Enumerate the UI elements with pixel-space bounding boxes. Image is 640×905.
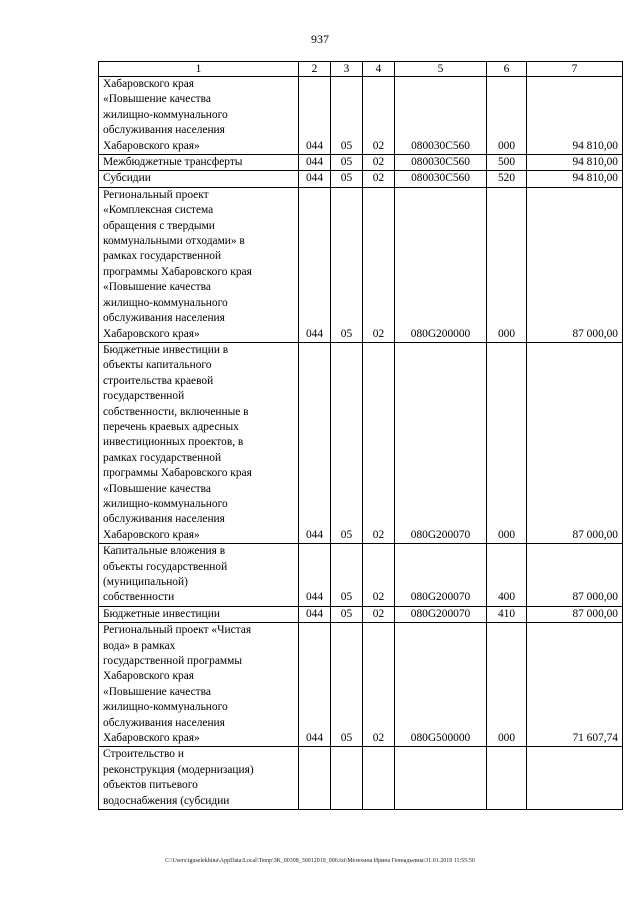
row-target-code: 080G500000 <box>395 623 487 747</box>
row-name-line: Региональный проект <box>103 188 209 201</box>
table-row <box>99 187 623 342</box>
row-name-line: программы Хабаровского края <box>103 265 252 278</box>
row-name-line: реконструкция (модернизация) <box>103 763 254 776</box>
row-name-line: собственности, включенные в <box>103 405 249 418</box>
row-expense-type-code: 000 <box>487 187 527 342</box>
row-section-code: 05 <box>331 155 363 171</box>
row-target-code: 080030С560 <box>395 77 487 155</box>
row-amount: 87 000,00 <box>527 544 623 607</box>
row-name-line: «Повышение качества <box>103 93 211 106</box>
row-name-line: объектов питьевого <box>103 779 198 792</box>
table-row <box>99 544 623 607</box>
row-name-cell <box>99 187 299 342</box>
row-amount: 94 810,00 <box>527 77 623 155</box>
row-target-code: 080G200000 <box>395 187 487 342</box>
row-expense-type-code: 410 <box>487 606 527 622</box>
header-col-2: 2 <box>299 62 331 77</box>
page-number: 937 <box>311 32 329 46</box>
row-name-line: Субсидии <box>103 172 151 185</box>
row-expense-type-code: 000 <box>487 77 527 155</box>
row-name-cell <box>99 544 299 607</box>
row-ministry-code: 044 <box>299 606 331 622</box>
row-target-code: 080030С560 <box>395 171 487 187</box>
row-amount: 87 000,00 <box>527 606 623 622</box>
row-name-line: Бюджетные инвестиции <box>103 607 220 620</box>
row-name-line: рамках государственной <box>103 451 222 464</box>
row-expense-type-code: 500 <box>487 155 527 171</box>
budget-table <box>98 61 623 810</box>
table-row <box>99 623 623 747</box>
row-subsection-code: 02 <box>363 623 395 747</box>
row-name-line: Межбюджетные трансферты <box>103 156 243 169</box>
row-expense-type-code <box>487 747 527 810</box>
row-section-code: 05 <box>331 171 363 187</box>
row-name-line: обслуживания населения <box>103 716 225 729</box>
row-target-code <box>395 747 487 810</box>
header-col-3: 3 <box>331 62 363 77</box>
row-name-line: водоснабжения (субсидии <box>103 794 230 807</box>
row-name-line: обслуживания населения <box>103 312 225 325</box>
header-col-5: 5 <box>395 62 487 77</box>
row-expense-type-code: 000 <box>487 342 527 543</box>
row-name-line: обслуживания населения <box>103 513 225 526</box>
row-name-line: «Повышение качества <box>103 685 211 698</box>
row-name-cell <box>99 623 299 747</box>
row-ministry-code: 044 <box>299 544 331 607</box>
row-amount: 87 000,00 <box>527 187 623 342</box>
row-target-code: 080030С560 <box>395 155 487 171</box>
row-subsection-code: 02 <box>363 606 395 622</box>
row-name-line: Хабаровского края <box>103 78 194 90</box>
row-name-line: объекты капитального <box>103 359 212 372</box>
row-section-code: 05 <box>331 342 363 543</box>
header-col-4: 4 <box>363 62 395 77</box>
header-col-7: 7 <box>527 62 623 77</box>
row-subsection-code: 02 <box>363 155 395 171</box>
row-ministry-code: 044 <box>299 342 331 543</box>
row-section-code <box>331 747 363 810</box>
row-target-code: 080G200070 <box>395 606 487 622</box>
row-ministry-code: 044 <box>299 187 331 342</box>
row-name-line: строительства краевой <box>103 374 214 387</box>
row-name-cell <box>99 155 299 171</box>
row-subsection-code: 02 <box>363 77 395 155</box>
row-name-line: «Повышение качества <box>103 281 211 294</box>
row-name-line: Хабаровского края» <box>103 528 200 541</box>
row-name-line: обращения с твердыми <box>103 219 215 232</box>
row-name-line: жилищно-коммунального <box>103 701 228 714</box>
row-name-line: Хабаровского края» <box>103 327 200 340</box>
row-name-cell <box>99 342 299 543</box>
row-name-line: программы Хабаровского края <box>103 467 252 480</box>
row-name-line: жилищно-коммунального <box>103 497 228 510</box>
row-subsection-code <box>363 747 395 810</box>
row-subsection-code: 02 <box>363 342 395 543</box>
row-amount: 71 607,74 <box>527 623 623 747</box>
header-col-6: 6 <box>487 62 527 77</box>
row-amount: 94 810,00 <box>527 171 623 187</box>
row-section-code: 05 <box>331 623 363 747</box>
row-name-line: Региональный проект «Чистая <box>103 624 252 637</box>
row-name-line: жилищно-коммунального <box>103 296 228 309</box>
row-section-code: 05 <box>331 606 363 622</box>
table-row <box>99 747 623 810</box>
row-name-line: коммунальными отходами» в <box>103 235 245 248</box>
table-row <box>99 171 623 187</box>
row-amount: 94 810,00 <box>527 155 623 171</box>
row-name-line: Хабаровского края <box>103 670 194 683</box>
table-row <box>99 77 623 155</box>
row-name-line: (муниципальной) <box>103 576 188 588</box>
row-expense-type-code: 000 <box>487 623 527 747</box>
row-name-line: государственной программы <box>103 655 243 668</box>
row-name-cell <box>99 606 299 622</box>
row-ministry-code <box>299 747 331 810</box>
row-name-line: вода» в рамках <box>103 639 176 652</box>
row-name-line: жилищно-коммунального <box>103 108 228 121</box>
row-ministry-code: 044 <box>299 155 331 171</box>
header-col-1: 1 <box>99 62 299 77</box>
row-expense-type-code: 400 <box>487 544 527 607</box>
row-name-line: Капитальные вложения в <box>103 545 226 558</box>
row-amount: 87 000,00 <box>527 342 623 543</box>
table-header-row <box>99 62 623 77</box>
row-subsection-code: 02 <box>363 544 395 607</box>
row-name-line: инвестиционных проектов, в <box>103 436 244 449</box>
row-name-line: собственности <box>103 591 175 604</box>
row-name-line: обслуживания населения <box>103 124 225 137</box>
row-name-line: Хабаровского края» <box>103 139 200 152</box>
row-name-line: Бюджетные инвестиции в <box>103 343 229 356</box>
row-subsection-code: 02 <box>363 187 395 342</box>
footer-file-path: C:\Users\tguselekhina\AppData\Local\Temp\ЗК_00398_30012019_006.txt\Мезехина Ирина Геннадьевна\31.01.2019 11:55:50 <box>165 858 475 864</box>
row-section-code: 05 <box>331 77 363 155</box>
row-target-code: 080G200070 <box>395 342 487 543</box>
table-row <box>99 606 623 622</box>
row-ministry-code: 044 <box>299 77 331 155</box>
table-row <box>99 342 623 543</box>
row-name-line: перечень краевых адресных <box>103 420 239 433</box>
row-ministry-code: 044 <box>299 171 331 187</box>
row-name-cell <box>99 171 299 187</box>
row-name-line: государственной <box>103 390 185 403</box>
row-name-cell <box>99 77 299 155</box>
table-row <box>99 155 623 171</box>
row-ministry-code: 044 <box>299 623 331 747</box>
row-name-cell <box>99 747 299 810</box>
row-name-line: рамках государственной <box>103 250 222 263</box>
row-section-code: 05 <box>331 187 363 342</box>
row-name-line: Хабаровского края» <box>103 732 200 745</box>
row-target-code: 080G200070 <box>395 544 487 607</box>
row-expense-type-code: 520 <box>487 171 527 187</box>
row-name-line: «Комплексная система <box>103 204 214 217</box>
row-section-code: 05 <box>331 544 363 607</box>
row-amount <box>527 747 623 810</box>
row-subsection-code: 02 <box>363 171 395 187</box>
row-name-line: «Повышение качества <box>103 482 211 495</box>
row-name-line: Строительство и <box>103 748 184 761</box>
row-name-line: объекты государственной <box>103 560 228 573</box>
